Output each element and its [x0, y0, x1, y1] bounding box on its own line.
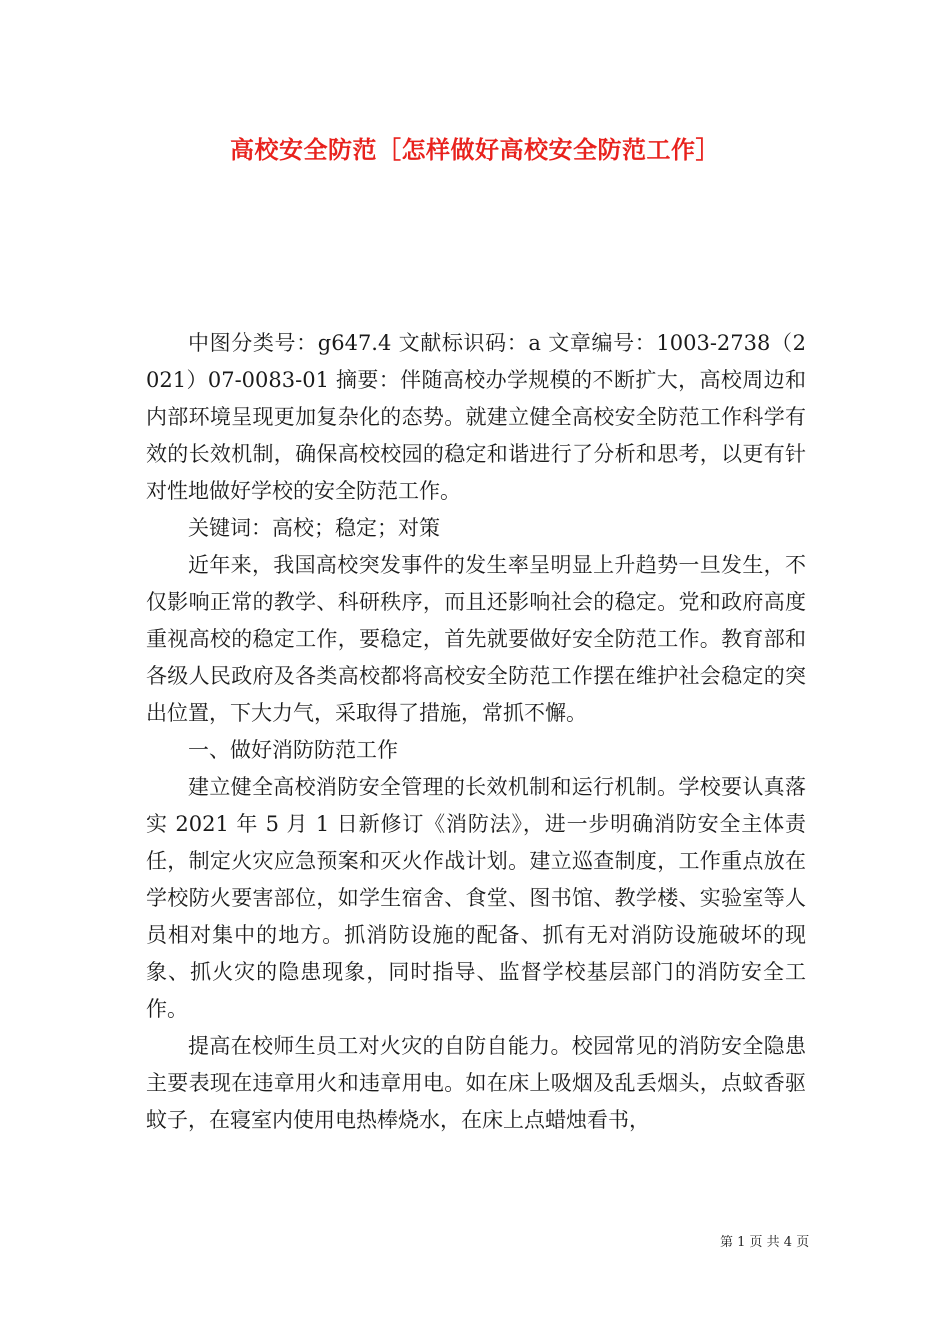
body-paragraph: 建立健全高校消防安全管理的长效机制和运行机制。学校要认真落实 2021 年 5 月 1 日新修订《消防法》，进一步明确消防安全主体责任，制定火灾应急预案和灭火作战计划。建立巡查制度，工作重点放在学校防火要害部位，如学生宿舍、食堂、图书馆、教学楼、实验室等人员相对集中的地方。抓消防设施的配备、抓有无对消防设施破坏的现象、抓火灾的隐患现象，同时指导、监督学校基层部门的消防安全工作。	[146, 775, 806, 1021]
abstract-paragraph: 中图分类号：g647.4 文献标识码：a 文章编号：1003-2738（2021）07-0083-01 摘要：伴随高校办学规模的不断扩大，高校周边和内部环境呈现更加复杂化的态势。就建立健全高校安全防范工作科学有效的长效机制，确保高校校园的稳定和谐进行了分析和思考，以更有针对性地做好学校的安全防范工作。	[146, 331, 806, 503]
body-paragraph: 提高在校师生员工对火灾的自防自能力。校园常见的消防安全隐患主要表现在违章用火和违章用电。如在床上吸烟及乱丢烟头，点蚊香驱蚊子，在寝室内使用电热棒烧水，在床上点蜡烛看书，	[146, 1034, 806, 1132]
intro-paragraph: 近年来，我国高校突发事件的发生率呈明显上升趋势一旦发生，不仅影响正常的教学、科研秩序，而且还影响社会的稳定。党和政府高度重视高校的稳定工作，要稳定，首先就要做好安全防范工作。教育部和各级人民政府及各类高校都将高校安全防范工作摆在维护社会稳定的突出位置，下大力气，采取得了措施，常抓不懈。	[146, 553, 806, 725]
document-title: 高校安全防范［怎样做好高校安全防范工作］	[230, 135, 720, 164]
section-heading-fire-prevention: 一、做好消防防范工作	[188, 738, 398, 762]
page-number-footer: 第 1 页 共 4 页	[720, 1235, 810, 1250]
keywords-paragraph: 关键词：高校；稳定；对策	[188, 516, 440, 540]
document-body	[146, 325, 806, 1139]
